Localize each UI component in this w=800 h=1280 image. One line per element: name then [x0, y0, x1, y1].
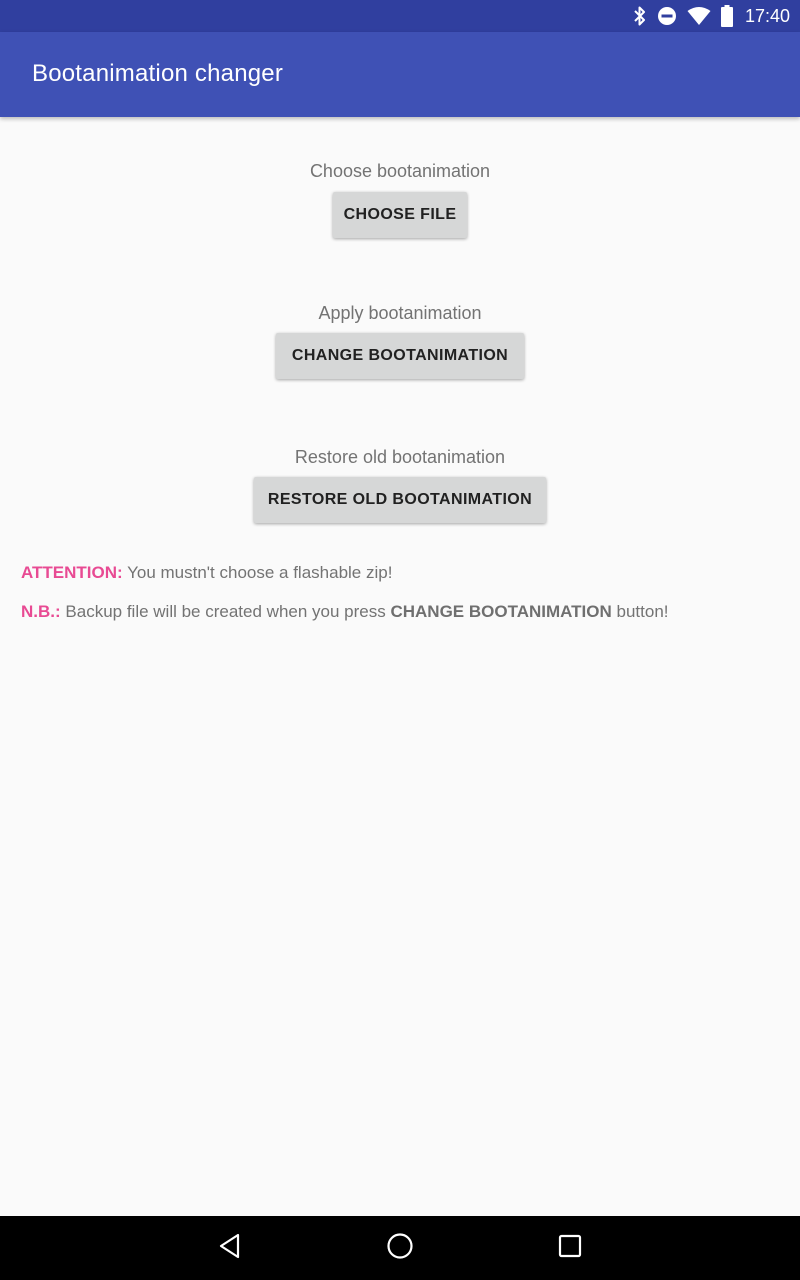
navigation-bar	[0, 1216, 800, 1280]
nb-emphasis: CHANGE BOOTANIMATION	[390, 602, 612, 621]
app-bar	[0, 32, 800, 117]
do-not-disturb-icon	[657, 6, 677, 26]
attention-text: You mustn't choose a flashable zip!	[122, 563, 393, 582]
restore-bootanimation-label: Restore old bootanimation	[294, 447, 506, 467]
recents-icon	[558, 1234, 582, 1263]
nb-text-after: button!	[611, 602, 669, 621]
nb-note	[21, 602, 669, 622]
home-icon	[386, 1232, 414, 1265]
attention-prefix: ATTENTION:	[21, 563, 123, 582]
status-time: 17:40	[744, 5, 790, 26]
status-icons	[633, 0, 790, 32]
attention-note	[21, 563, 392, 583]
home-button[interactable]	[380, 1228, 420, 1268]
back-button[interactable]	[210, 1228, 250, 1268]
battery-icon	[721, 5, 733, 27]
nb-text-before: Backup file will be created when you press	[60, 602, 391, 621]
choose-bootanimation-label: Choose bootanimation	[309, 161, 491, 181]
recents-button[interactable]	[550, 1228, 590, 1268]
choose-file-button[interactable]: CHOOSE FILE	[333, 192, 467, 238]
app-title: Bootanimation changer	[32, 60, 284, 87]
status-bar	[0, 0, 800, 32]
back-icon	[218, 1233, 242, 1264]
restore-old-bootanimation-button[interactable]: RESTORE OLD BOOTANIMATION	[254, 477, 546, 523]
bluetooth-icon	[633, 5, 647, 27]
change-bootanimation-button[interactable]: CHANGE BOOTANIMATION	[276, 333, 524, 379]
main-content	[0, 117, 800, 1216]
nb-prefix: N.B.:	[21, 602, 61, 621]
apply-bootanimation-label: Apply bootanimation	[318, 303, 482, 323]
wifi-icon	[687, 6, 711, 26]
